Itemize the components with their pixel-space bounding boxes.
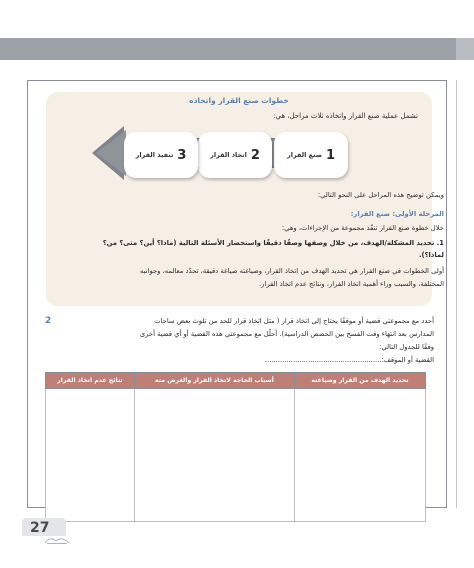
step-3-label: تنفيذ القرار <box>135 151 174 159</box>
explain-text: ويمكن توضيح هذه المراحل على النحو التالي: <box>317 191 444 199</box>
box-intro: تشمل عملية صنع القرار واتخاذه ثلاث مراحل، هي: <box>273 112 418 120</box>
table-cell[interactable] <box>134 389 294 522</box>
table-cell[interactable] <box>46 389 135 522</box>
table-header-3: نتائج عدم اتخاذ القرار <box>46 373 135 389</box>
header-band <box>0 38 474 60</box>
step-3-number: 3 <box>177 147 187 163</box>
item-1-line-2: لماذا؟). <box>418 251 444 259</box>
ministry-logo-icon <box>44 534 70 546</box>
stage-heading: المرحلة الأولى: صنع القرار: <box>350 210 444 218</box>
step-1-label: صنع القرار <box>286 151 322 159</box>
task-line-1: أحدد مع مجموعتي قضية أو موقفًا يحتاج إلى اتخاذ قرار ( مثل اتخاذ قرار للحد من تلوث بعض ساحات <box>154 317 434 325</box>
para-line-1: أولى الخطوات في صنع القرار هي تحديد الهدف من اتخاذ القرار، وصياغته صياغة دقيقة، تحدّد معالمه، وجوانبه <box>139 267 444 275</box>
step-2-number: 2 <box>250 147 260 163</box>
table-cell[interactable] <box>294 389 425 522</box>
step-1-card <box>274 132 348 178</box>
table-header-2: أسباب الحاجة لاتخاذ القرار والغرض منه <box>134 373 294 389</box>
step-2-card <box>198 132 272 178</box>
analysis-table <box>45 372 426 522</box>
task-number: 2 <box>45 316 52 326</box>
step-1-number: 1 <box>325 147 336 163</box>
table-row <box>46 389 426 522</box>
box-title: خطوات صنع القرار واتخاذه <box>189 96 289 105</box>
stage-intro: خلال خطوة صنع القرار تنفّذ مجموعة من الإجراءات، وهي: <box>281 224 444 232</box>
table-header-1: تحديد الهدف من القرار وصياغته <box>294 373 425 389</box>
header-band-edge <box>456 38 474 60</box>
side-rule <box>456 80 457 508</box>
task-line-4: القضية أو الموقف:...................................................... <box>264 356 434 364</box>
page-number: 27 <box>30 520 50 536</box>
table-header-row <box>46 373 426 389</box>
step-2-label: اتخاذ القرار <box>210 151 247 159</box>
step-3-card <box>124 132 198 178</box>
task-line-2: المدارس بعد انتهاء وقت الفسح بين الحصص الدراسية). أحلّل مع مجموعتي هذه القضية أو أي قضية أخرى <box>139 330 434 338</box>
para-line-2: المختلفة، والسبب وراء أهمية اتخاذ القرار، ونتائج عدم اتخاذ القرار. <box>258 280 444 288</box>
item-1-line-1: 1. تحديد المشكلة/الهدف، من خلال وصفها وصفًا دقيقًا واستحضار الأسئلة التالية (ماذا؟ أين؟ متى؟ من؟ <box>102 239 444 247</box>
task-line-3: وفقًا للجدول التالي: <box>379 343 434 351</box>
